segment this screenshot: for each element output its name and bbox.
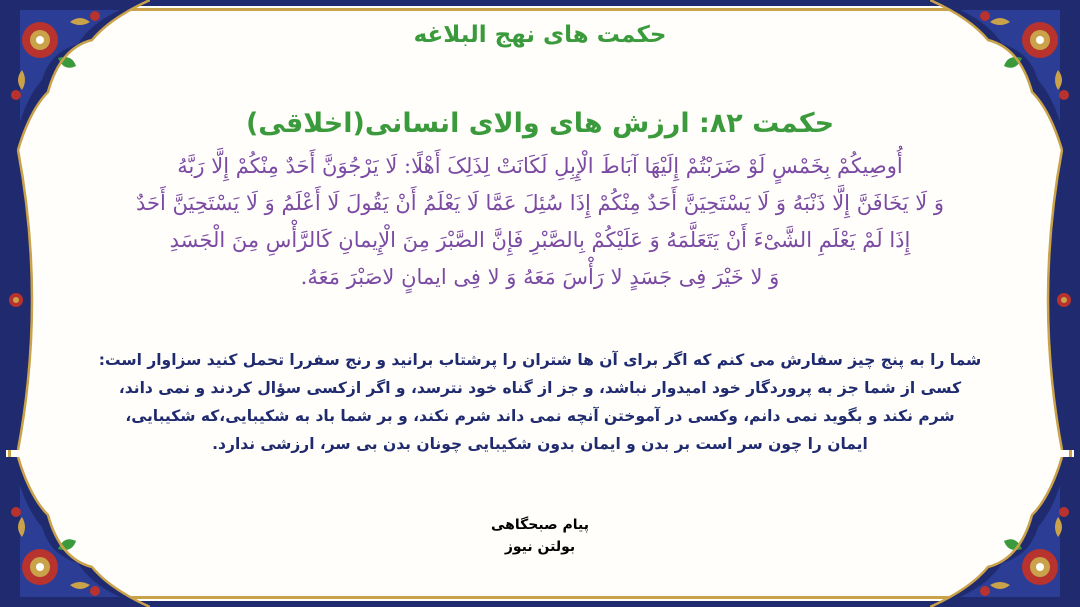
page-title: حکمت های نهج البلاغه (413, 22, 667, 48)
arabic-line: إِذَا لَمْ یَعْلَمِ الشَّیْءَ أَنْ یَتَعَلَّمَهُ وَ عَلَیْکُمْ بِالصَّبْرِ فَإِنَّ الصَّبْرَ مِنَ الْإِیمانِ کَالرَّأْسِ مِنَ الْجَسَدِ (169, 228, 911, 252)
persian-line: شرم نکند و بگوید نمی دانم، وکسی در آموختن آنچه نمی داند شرم نکند، و بر شما باد به شکیبایی،که شکیبایی، (125, 407, 955, 425)
signature-line-2: بولتن نیوز (504, 539, 576, 555)
persian-line: شما را به پنج چیز سفارش می کنم که اگر برای آن ها شتران را پرشتاب برانید و رنج سفررا تحمل کنید سزاوار است: (98, 351, 982, 369)
persian-translation (82, 346, 998, 458)
arabic-text (120, 148, 960, 296)
signature (90, 514, 990, 558)
persian-line: ایمان را چون سر است بر بدن و ایمان بدون شکیبایی چونان بدن بی سر، ارزشی ندارد. (212, 435, 868, 453)
arabic-line: أُوصِیکُمْ بِخَمْسٍ لَوْ ضَرَبْتُمْ إِلَیْهَا آبَاطَ الْإِبِلِ لَکَانَتْ لِذَلِکَ أَهْلًا: لَا یَرْجُوَنَّ أَحَدٌ مِنْکُمْ إِلَّا رَبَّهُ (177, 154, 903, 178)
persian-line: کسی از شما جز به پروردگار خود امیدوار نباشد، و جز از گناه خود نترسد، و اگر ازکسی سؤال کردند و نمی داند، (118, 379, 962, 397)
hekmat-title: حکمت ۸۲: ارزش های والای انسانی(اخلاقی) (245, 108, 835, 139)
side-ornament-icon (1028, 150, 1080, 450)
content-area (90, 0, 990, 607)
side-ornament-icon (0, 150, 52, 450)
arabic-line: وَ لَا یَخَافَنَّ إِلَّا ذَنْبَهُ وَ لَا یَسْتَحِیَنَّ أَحَدٌ مِنْکُمْ إِذَا سُئِلَ عَمَّا لَا یَعْلَمُ أَنْ یَقُولَ لَا أَعْلَمُ وَ لَا یَسْتَحِیَنَّ أَحَدٌ (136, 191, 944, 215)
arabic-line: وَ لا خَیْرَ فِی جَسَدٍ لا رَأْسَ مَعَهُ وَ لا فِی ایمانٍ لاصَبْرَ مَعَهُ. (300, 265, 780, 289)
signature-line-1: پیام صبحگاهی (491, 517, 589, 533)
